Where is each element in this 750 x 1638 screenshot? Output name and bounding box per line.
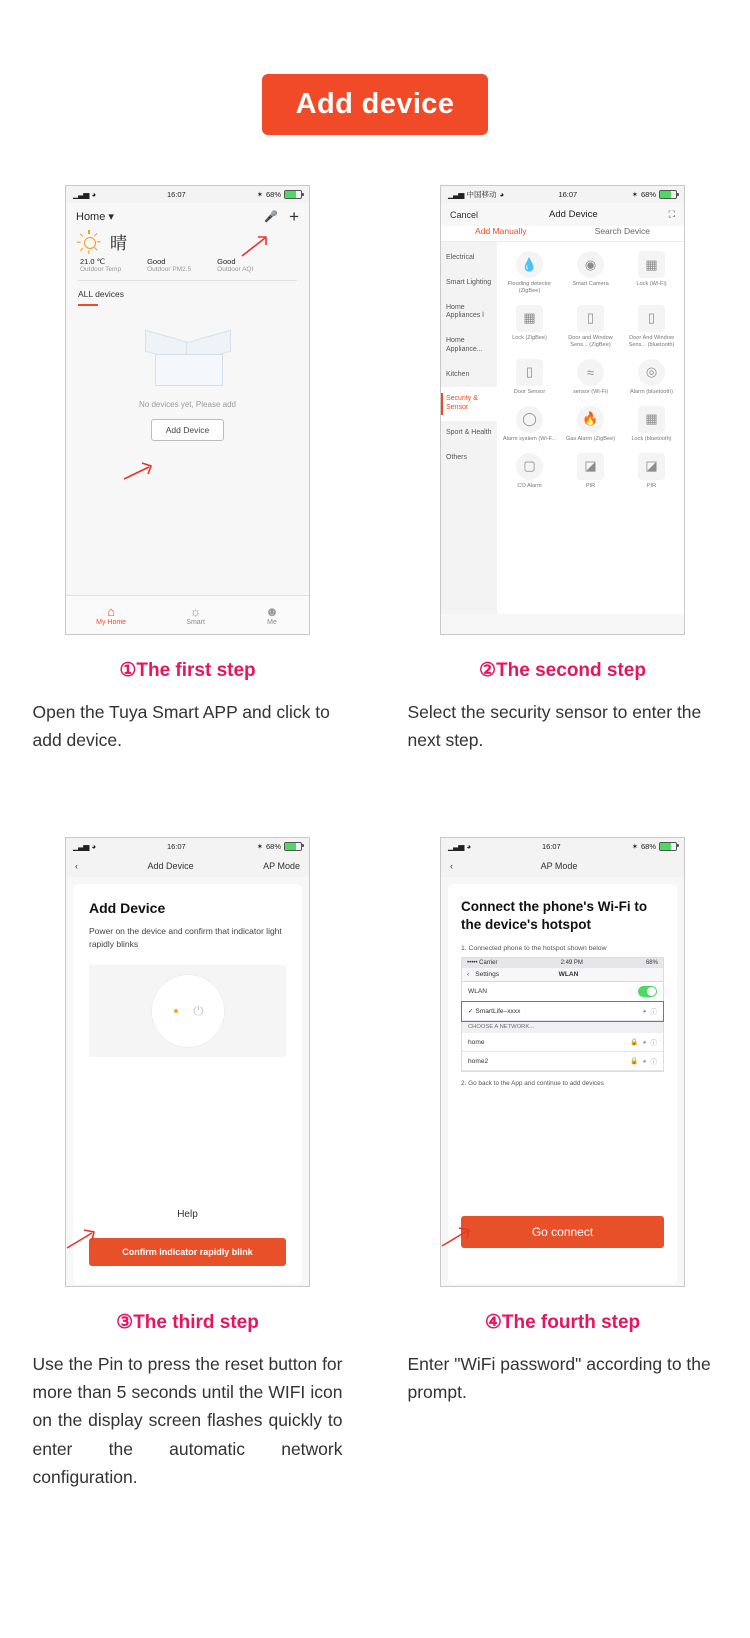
wlan-settings-screenshot [461, 957, 664, 1072]
step-2-description: Select the security sensor to enter the next step. [407, 702, 702, 751]
motion-sensor-icon: ≈ [577, 359, 604, 386]
wlan-title: WLAN [558, 971, 579, 979]
bluetooth-icon: ✶ [631, 190, 638, 199]
wlan-nav [462, 968, 663, 982]
add-device-plus-icon[interactable]: + [289, 206, 299, 226]
instruction-step-2: 2. Go back to the App and continue to add devices [461, 1080, 604, 1088]
profile-icon: ☻ [265, 604, 279, 619]
battery-percent: 68% [640, 190, 656, 199]
lock-icon: ▦ [516, 305, 543, 332]
go-connect-button[interactable]: Go connect [461, 1216, 664, 1248]
bluetooth-icon: ✶ [631, 841, 638, 851]
weather-summary [66, 225, 309, 254]
phone-screenshot-3 [65, 837, 310, 1287]
card-title: Connect the phone's Wi-Fi to the device's hotspot [461, 898, 648, 932]
home-icon: ⌂ [107, 604, 116, 619]
step-3-description: Use the Pin to press the reset button for more than 5 seconds until the WIFI icon on the display screen flashes quickly to enter the automatic network configuration. [32, 1353, 343, 1488]
tab-me[interactable]: ☻ Me [265, 604, 279, 626]
add-device-tabs [441, 226, 684, 242]
status-bar-3 [66, 838, 309, 855]
category-home-appliances-1[interactable]: Home Appliances l [446, 303, 484, 320]
device-item[interactable]: ▯ Door and Window Sens... (ZigBee) [560, 300, 621, 354]
tab-search-device[interactable]: Search Device [594, 226, 650, 236]
wlan-toggle-row[interactable] [462, 982, 663, 1002]
device-illustration [89, 965, 286, 1057]
wlan-section-header: CHOOSE A NETWORK... [462, 1021, 663, 1033]
status-bar-2 [441, 186, 684, 203]
wlan-network-row[interactable]: home2 🔒 ◕ ⓘ [462, 1052, 663, 1071]
category-home-appliances-2[interactable]: Home Appliance... [446, 337, 483, 353]
weather-metrics [66, 254, 309, 280]
bluetooth-icon: ✶ [256, 190, 263, 199]
device-item[interactable]: ◉ Smart Camera [560, 246, 621, 300]
device-item[interactable]: ▦ Lock (Wi-Fi) [621, 246, 682, 300]
battery-percent: 68% [640, 841, 656, 851]
ap-mode-card [448, 884, 677, 1284]
wlan-network-row[interactable]: home 🔒 ◕ ⓘ [462, 1033, 663, 1052]
category-list [441, 242, 497, 614]
co-alarm-icon: ▢ [516, 453, 543, 480]
ap-mode-nav [441, 855, 684, 877]
weather-temp: 21.0 ℃ Outdoor Temp [80, 257, 122, 273]
battery-percent: 68% [265, 190, 281, 199]
status-time: 16:07 [166, 190, 186, 199]
step-1-description: Open the Tuya Smart APP and click to add device. [32, 702, 330, 751]
wifi-icon: ◕ [91, 190, 96, 199]
battery-icon [659, 842, 677, 851]
wlan-status-bar: ••••• Carrier 2:49 PM 68% [462, 958, 663, 968]
help-link[interactable]: Help [177, 1208, 198, 1220]
wifi-icon: ◕ [642, 1007, 647, 1015]
category-security-sensor[interactable]: Security & Sensor [441, 387, 497, 421]
add-device-nav [66, 855, 309, 877]
gas-alarm-icon: 🔥 [577, 406, 604, 433]
arrow-to-add-device [121, 458, 155, 484]
status-time: 16:07 [541, 841, 561, 851]
wifi-icon: ◕ [466, 841, 471, 851]
smart-icon: ☼ [189, 604, 202, 619]
tab-add-manually[interactable]: Add Manually [475, 226, 527, 236]
step-3-label: ③The third step [116, 1311, 259, 1333]
bluetooth-icon: ✶ [256, 841, 263, 851]
device-item[interactable]: ▯ Door Sensor [499, 354, 560, 401]
weather-aqi: Good Outdoor AQI [217, 257, 254, 273]
wifi-icon: ◕ [91, 841, 96, 851]
water-drop-icon: 💧 [516, 251, 543, 278]
device-image [152, 975, 224, 1047]
door-sensor-icon: ▯ [577, 305, 604, 332]
info-icon[interactable]: ⓘ [650, 1009, 657, 1017]
step-1-label: ①The first step [119, 660, 256, 681]
phone-screenshot-4 [440, 837, 685, 1287]
page-title-wrap [0, 74, 750, 135]
battery-icon [284, 190, 302, 199]
status-time: 16:07 [166, 841, 186, 851]
microphone-icon[interactable]: 🎤 [264, 211, 279, 223]
device-item[interactable]: ▦ Lock (bluetooth) [621, 401, 682, 448]
category-smart-lighting[interactable]: Smart Lighting [446, 278, 492, 286]
device-item[interactable]: 🔥 Gas Alarm (ZigBee) [560, 401, 621, 448]
page-title: Add device [262, 74, 489, 135]
pir-icon: ◪ [577, 453, 604, 480]
step-4-description: Enter "WiFi password" according to the prompt. [407, 1353, 711, 1403]
indicator-light [174, 1009, 178, 1013]
home-selector[interactable]: Home ▾ [76, 211, 114, 223]
step-1-cell [0, 185, 375, 755]
device-item[interactable]: ≈ sensor (Wi-Fi) [560, 354, 621, 401]
signal-icon: ▁▃▅ [73, 190, 89, 199]
scan-qr-icon[interactable]: ⛶ [668, 209, 675, 219]
step-4-cell [375, 837, 750, 1492]
nav-title: Add Device [147, 860, 194, 871]
device-item[interactable]: ▯ Door And Window Sens... (bluetooth) [621, 300, 682, 354]
power-icon: ⏻ [193, 1003, 204, 1019]
wifi-icon: ◕ [642, 1038, 647, 1046]
camera-icon: ◉ [577, 251, 604, 278]
category-electrical[interactable]: Electrical [446, 254, 475, 261]
device-browser [441, 242, 684, 614]
add-device-nav [441, 203, 684, 226]
device-item[interactable]: ◪ PIR [621, 448, 682, 495]
device-item[interactable]: ◪ PIR [560, 448, 621, 495]
device-item[interactable]: ◎ Alarm (bluetooth) [621, 354, 682, 401]
phone-screenshot-1 [65, 185, 310, 635]
device-grid [497, 242, 684, 614]
steps-grid [0, 185, 750, 1491]
info-icon[interactable]: ⓘ [650, 1059, 657, 1067]
instruction-step-1: 1. Connected phone to the hotspot shown below [461, 945, 607, 953]
confirm-indicator-button[interactable]: Confirm indicator rapidly blink [89, 1238, 286, 1266]
category-kitchen[interactable]: Kitchen [446, 370, 470, 378]
wlan-toggle[interactable] [638, 986, 657, 997]
check-icon: ✓ [468, 1008, 474, 1016]
battery-icon [659, 190, 677, 199]
empty-box-icon [145, 330, 231, 388]
category-others[interactable]: Others [446, 453, 468, 461]
wifi-icon: ◕ [642, 1057, 647, 1065]
category-sport-health[interactable]: Sport & Health [446, 428, 492, 436]
status-bar-4 [441, 838, 684, 855]
battery-icon [284, 842, 302, 851]
lock-icon: ▦ [638, 251, 665, 278]
back-icon[interactable]: ‹ [75, 860, 78, 871]
pir-icon: ◪ [638, 453, 665, 480]
empty-state [66, 330, 309, 441]
card-subtitle: Power on the device and confirm that indicator light rapidly blinks [89, 925, 282, 949]
status-time: 16:07 [558, 190, 578, 199]
wlan-selected-network-row[interactable] [462, 1002, 663, 1021]
device-item[interactable]: 💧 Flooding detector (ZigBee) [499, 246, 560, 300]
info-icon[interactable]: ⓘ [650, 1040, 657, 1048]
phone-screenshot-2 [440, 185, 685, 635]
empty-state-text: No devices yet, Please add [139, 400, 236, 409]
all-devices-tab[interactable]: ALL devices [66, 281, 309, 306]
door-sensor-icon: ▯ [516, 359, 543, 386]
step-4-label: ④The fourth step [484, 1311, 641, 1333]
door-sensor-icon: ▯ [638, 305, 665, 332]
weather-pm25: Good Outdoor PM2.5 [147, 257, 192, 273]
lock-icon: 🔒 [630, 1058, 639, 1066]
nav-title: AP Mode [540, 860, 578, 871]
tab-smart[interactable]: ☼ Smart [186, 604, 205, 626]
nav-title: Add Device [549, 209, 598, 220]
alarm-system-icon: ◯ [516, 406, 543, 433]
back-icon[interactable]: ‹ [467, 971, 470, 979]
sun-icon [78, 231, 100, 253]
step-2-cell [375, 185, 750, 755]
add-device-button[interactable]: Add Device [151, 419, 224, 441]
device-item[interactable]: ▢ CO Alarm [499, 448, 560, 495]
cancel-button[interactable]: Cancel [450, 209, 479, 220]
settings-back-label[interactable]: Settings [475, 971, 500, 979]
ap-mode-button[interactable]: AP Mode [263, 860, 300, 871]
step-2-label: ②The second step [479, 660, 646, 681]
home-header [66, 203, 309, 225]
bottom-tabbar [66, 595, 309, 634]
back-icon[interactable]: ‹ [450, 860, 453, 871]
lock-icon: 🔒 [630, 1039, 639, 1047]
wifi-icon: ◕ [499, 190, 504, 199]
step-3-cell [0, 837, 375, 1492]
card-title: Add Device [89, 899, 166, 916]
status-bar-1 [66, 186, 309, 203]
battery-percent: 68% [265, 841, 281, 851]
signal-icon: ▁▃▅ [448, 841, 464, 851]
signal-icon: ▁▃▅ [448, 190, 464, 199]
carrier-label: 中国移动 [466, 190, 497, 199]
weather-word: 晴 [110, 234, 127, 253]
alarm-icon: ◎ [638, 359, 665, 386]
device-item[interactable]: ▦ Lock (ZigBee) [499, 300, 560, 354]
device-item[interactable]: ◯ Alarm system (Wi-F... [499, 401, 560, 448]
lock-icon: ▦ [638, 406, 665, 433]
selected-network-name: SmartLife–xxxx [475, 1008, 521, 1016]
tab-underline [78, 304, 98, 306]
wlan-toggle-label: WLAN [468, 988, 488, 996]
add-device-card [73, 884, 302, 1284]
tab-my-home[interactable]: ⌂ My Home [96, 604, 127, 626]
signal-icon: ▁▃▅ [73, 841, 89, 851]
